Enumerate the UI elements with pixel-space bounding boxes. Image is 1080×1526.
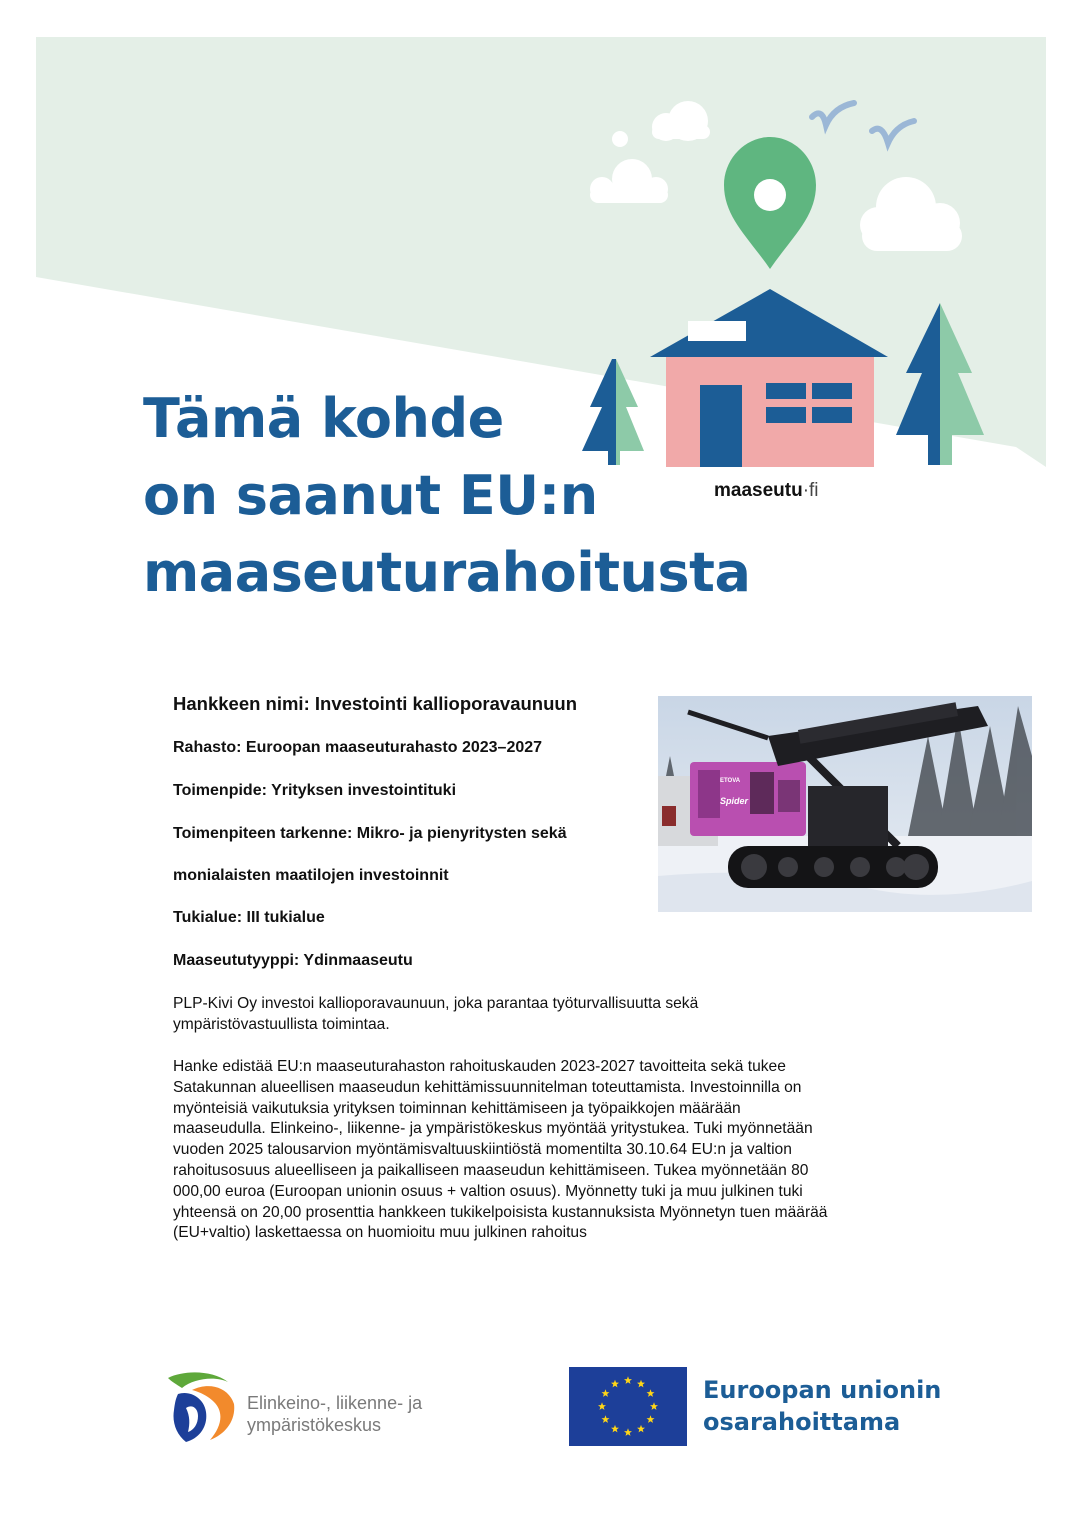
body-line: vuoden 2025 talousarvion myöntämisvaltuuskiintiöstä momentilta 30.10.64 EU:n ja valtion bbox=[173, 1141, 792, 1159]
eu-flag-icon bbox=[569, 1367, 687, 1446]
ely-name-line: ympäristökeskus bbox=[247, 1415, 382, 1435]
brand-tld: fi bbox=[809, 480, 819, 501]
body-paragraph bbox=[173, 1057, 933, 1244]
eu-label-line: Euroopan unionin bbox=[703, 1376, 942, 1404]
body-line: Hanke edistää EU:n maaseuturahaston rahoituskauden 2023-2027 tavoitteita sekä tukee bbox=[173, 1058, 786, 1075]
intro-paragraph bbox=[173, 994, 933, 1036]
intro-line: ympäristövastuullista toimintaa. bbox=[173, 1015, 390, 1033]
body-line: (EU+valtio) laskettaessa on huomioitu muu julkinen rahoitus bbox=[173, 1224, 587, 1242]
ely-name-line: Elinkeino-, liikenne- ja bbox=[247, 1393, 423, 1413]
brand-name: maaseutu bbox=[714, 480, 803, 501]
ely-centre-name bbox=[247, 1392, 422, 1436]
fund-field: Rahasto: Euroopan maaseuturahasto 2023–2027 bbox=[173, 739, 543, 756]
body-line: rahoitusosuus alueelliseen ja paikalliseen maaseudun kehittämiseen. Tukea myönnetään 80 bbox=[173, 1161, 809, 1179]
cloud-icon bbox=[612, 131, 628, 147]
brand-dot: · bbox=[802, 480, 810, 501]
body-line: 000,00 euroa (Euroopan unionin osuus + valtion osuus). Myönnetty tuki ja muu julkinen tuki bbox=[173, 1182, 803, 1200]
title-line: on saanut EU:n bbox=[143, 464, 598, 527]
title-line: maaseuturahoitusta bbox=[143, 541, 751, 604]
support-area-field: Tukialue: III tukialue bbox=[173, 909, 325, 926]
eu-cofunded-label bbox=[703, 1374, 941, 1438]
measure-field: Toimenpide: Yrityksen investointituki bbox=[173, 782, 457, 799]
machine-brand-label: ETOVA bbox=[720, 778, 741, 784]
drill-rig-photo bbox=[658, 696, 1032, 912]
measure-detail-field: Toimenpiteen tarkenne: Mikro- ja pienyritysten sekä bbox=[173, 825, 567, 842]
measure-detail-continuation: monialaisten maatilojen investoinnit bbox=[173, 867, 449, 884]
rural-type-field: Maaseututyyppi: Ydinmaaseutu bbox=[173, 952, 413, 969]
body-line: yhteensä on 20,00 prosenttia hankkeen tukikelpoisista kustannuksista Myönnetyn tuen määrää bbox=[173, 1203, 828, 1221]
maaseutu-logo bbox=[714, 480, 819, 502]
body-line: Satakunnan alueellisen maaseudun kehittämissuunnitelman toteuttamista. Investoinnilla on bbox=[173, 1078, 802, 1096]
intro-line: PLP-Kivi Oy investoi kallioporavaunuun, joka parantaa työturvallisuutta sekä bbox=[173, 995, 699, 1012]
body-line: myönteisiä vaikutuksia yrityksen toiminnan kehittämiseen ja työpaikkojen määrään bbox=[173, 1099, 741, 1117]
page-title bbox=[143, 380, 750, 611]
machine-model-label: Spider bbox=[720, 796, 749, 806]
ely-centre-logo-icon bbox=[164, 1368, 244, 1444]
body-line: maaseudulla. Elinkeino-, liikenne- ja ympäristökeskus myöntää yritystukea. Tuki myönnetään bbox=[173, 1120, 813, 1138]
title-line: Tämä kohde bbox=[143, 387, 504, 450]
eu-label-line: osarahoittama bbox=[703, 1408, 901, 1436]
project-name: Hankkeen nimi: Investointi kallioporavaunuun bbox=[173, 693, 577, 714]
